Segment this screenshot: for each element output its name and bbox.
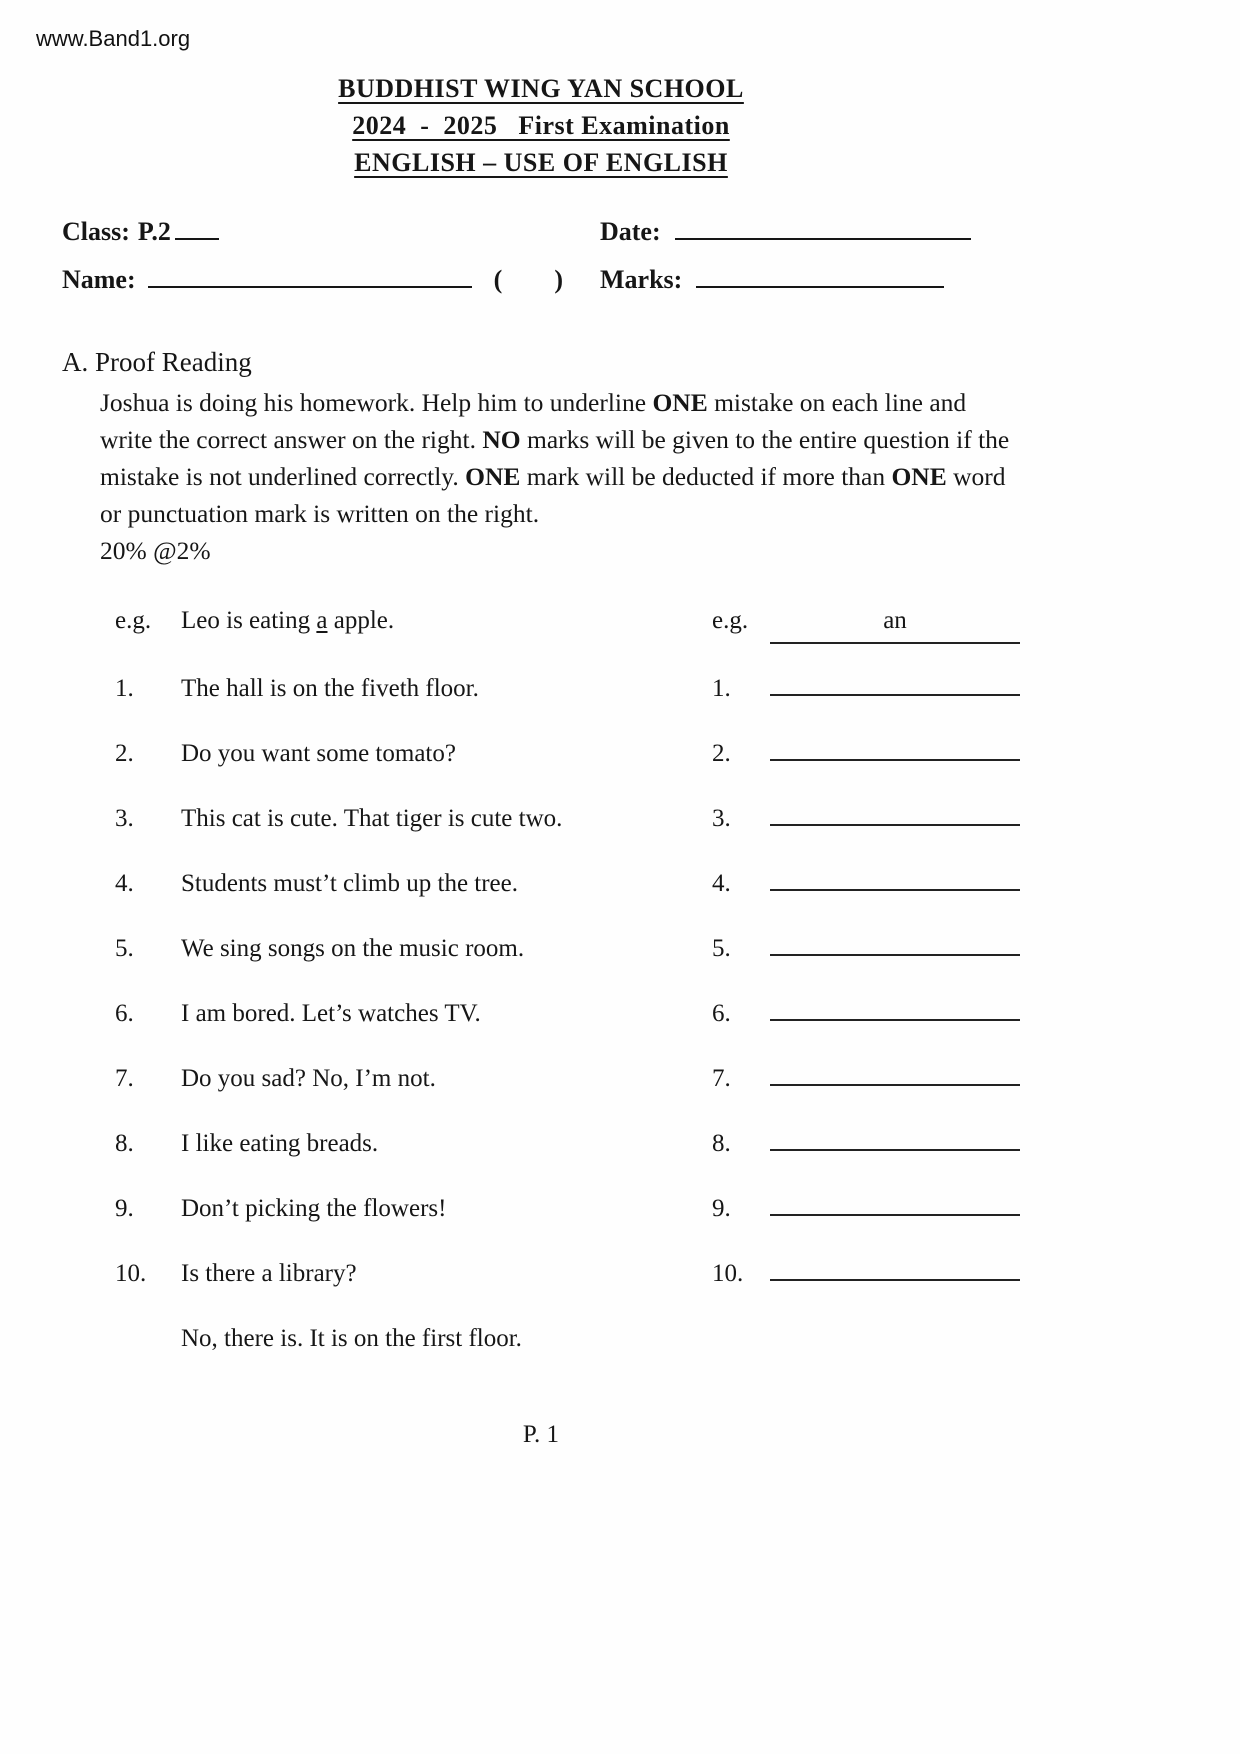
example-text xyxy=(181,601,712,641)
answer-line xyxy=(770,888,1020,891)
answer-number: 6. xyxy=(712,1000,731,1027)
example-answer: an xyxy=(883,607,907,634)
watermark: www.Band1.org xyxy=(36,26,191,51)
instructions-bold-no: NO xyxy=(482,425,521,454)
marks-field xyxy=(600,265,1020,295)
answer-number: 10. xyxy=(712,1260,744,1287)
answer-line xyxy=(770,1083,1020,1086)
question-row xyxy=(62,929,1020,969)
name-field xyxy=(62,265,600,295)
instructions-bold-one-3: ONE xyxy=(891,462,947,491)
answer-number: 5. xyxy=(712,935,731,962)
section-a-instructions xyxy=(100,384,1018,532)
page-content xyxy=(62,0,1020,1449)
instructions-text: mark will be deducted if more than xyxy=(520,462,892,491)
class-field xyxy=(62,217,600,247)
instructions-text: marks will be given to the entire question if the mistake is not underlined correctly. xyxy=(100,425,1010,491)
marks-blank-line xyxy=(696,282,944,288)
instructions-text: mistake on each line and write the correct answer on the right. xyxy=(100,388,967,454)
answer-line xyxy=(770,1278,1020,1281)
date-blank-line xyxy=(675,234,971,240)
instructions-bold-one-2: ONE xyxy=(465,462,521,491)
name-blank-line xyxy=(148,282,472,288)
answer-number: 8. xyxy=(712,1130,731,1157)
answer-line xyxy=(770,758,1020,761)
exam-header xyxy=(62,0,1020,181)
example-text-pre: Leo is eating xyxy=(181,607,317,634)
question-list xyxy=(62,601,1020,1359)
marks-label: Marks: xyxy=(600,265,683,294)
class-number-paren-open: ( xyxy=(493,265,503,294)
question-text: Is there a library? xyxy=(181,1260,357,1287)
example-text-post: apple. xyxy=(327,607,395,634)
question-number: 2. xyxy=(115,740,134,767)
marks-weighting: 20% @2% xyxy=(100,536,211,565)
answer-number: 4. xyxy=(712,870,731,897)
question-row xyxy=(62,864,1020,904)
school-name: BUDDHIST WING YAN SCHOOL xyxy=(338,74,744,103)
class-value: P.2 xyxy=(137,217,171,246)
answer-line xyxy=(770,1018,1020,1021)
class-label: Class: xyxy=(62,217,130,246)
answer-number: 7. xyxy=(712,1065,731,1092)
date-label: Date: xyxy=(600,217,661,246)
answer-line xyxy=(770,1213,1020,1216)
answer-line xyxy=(770,693,1020,696)
example-underlined-mistake: a xyxy=(316,607,328,634)
instructions-bold-one-1: ONE xyxy=(652,388,708,417)
answer-line xyxy=(770,953,1020,956)
date-field xyxy=(600,217,1020,247)
answer-line xyxy=(770,823,1020,826)
question-row xyxy=(62,799,1020,839)
question-number: 1. xyxy=(115,675,134,702)
question-number: 10. xyxy=(115,1260,147,1287)
question-text: Students must’t climb up the tree. xyxy=(181,870,518,897)
question-text: I am bored. Let’s watches TV. xyxy=(181,1000,481,1027)
question-number: 8. xyxy=(115,1130,134,1157)
question-number: 3. xyxy=(115,805,134,832)
question-text: Do you want some tomato? xyxy=(181,740,456,767)
answer-line xyxy=(770,1148,1020,1151)
question-number: 6. xyxy=(115,1000,134,1027)
question-row xyxy=(62,1189,1020,1229)
question-number: 9. xyxy=(115,1195,134,1222)
info-row-1 xyxy=(62,217,1020,247)
answer-number: 3. xyxy=(712,805,731,832)
question-row xyxy=(62,669,1020,709)
question-number: 4. xyxy=(115,870,134,897)
answer-number: 1. xyxy=(712,675,731,702)
question-text: The hall is on the fiveth floor. xyxy=(181,675,479,702)
page-number: P. 1 xyxy=(522,1421,560,1448)
answer-number: 9. xyxy=(712,1195,731,1222)
question-text: This cat is cute. That tiger is cute two. xyxy=(181,805,563,832)
question-row xyxy=(62,1059,1020,1099)
example-number: e.g. xyxy=(115,607,152,634)
info-fields xyxy=(62,217,1020,295)
question-row xyxy=(62,1254,1020,1294)
question-text: I like eating breads. xyxy=(181,1130,379,1157)
info-row-2 xyxy=(62,265,1020,295)
question-10-answer-text: No, there is. It is on the first floor. xyxy=(181,1325,522,1352)
example-row xyxy=(62,601,1020,644)
instructions-text: Joshua is doing his homework. Help him to underline xyxy=(100,388,653,417)
example-answer-number: e.g. xyxy=(712,607,749,634)
question-number: 7. xyxy=(115,1065,134,1092)
example-answer-line xyxy=(770,601,1020,644)
question-row xyxy=(62,734,1020,774)
question-text: Do you sad? No, I’m not. xyxy=(181,1065,436,1092)
answer-number: 2. xyxy=(712,740,731,767)
question-text: We sing songs on the music room. xyxy=(181,935,525,962)
subject-title: ENGLISH – USE OF ENGLISH xyxy=(354,148,728,177)
name-label: Name: xyxy=(62,265,136,294)
class-blank-line xyxy=(175,234,219,240)
exam-title: 2024 - 2025 First Examination xyxy=(352,111,730,140)
section-a-heading: A. Proof Reading xyxy=(62,347,252,377)
question-text: Don’t picking the flowers! xyxy=(181,1195,447,1222)
question-row xyxy=(62,1124,1020,1164)
class-number-paren-close: ) xyxy=(554,265,563,294)
question-row xyxy=(62,994,1020,1034)
question-number: 5. xyxy=(115,935,134,962)
instructions-text: word or punctuation mark is written on the right. xyxy=(100,462,1006,528)
